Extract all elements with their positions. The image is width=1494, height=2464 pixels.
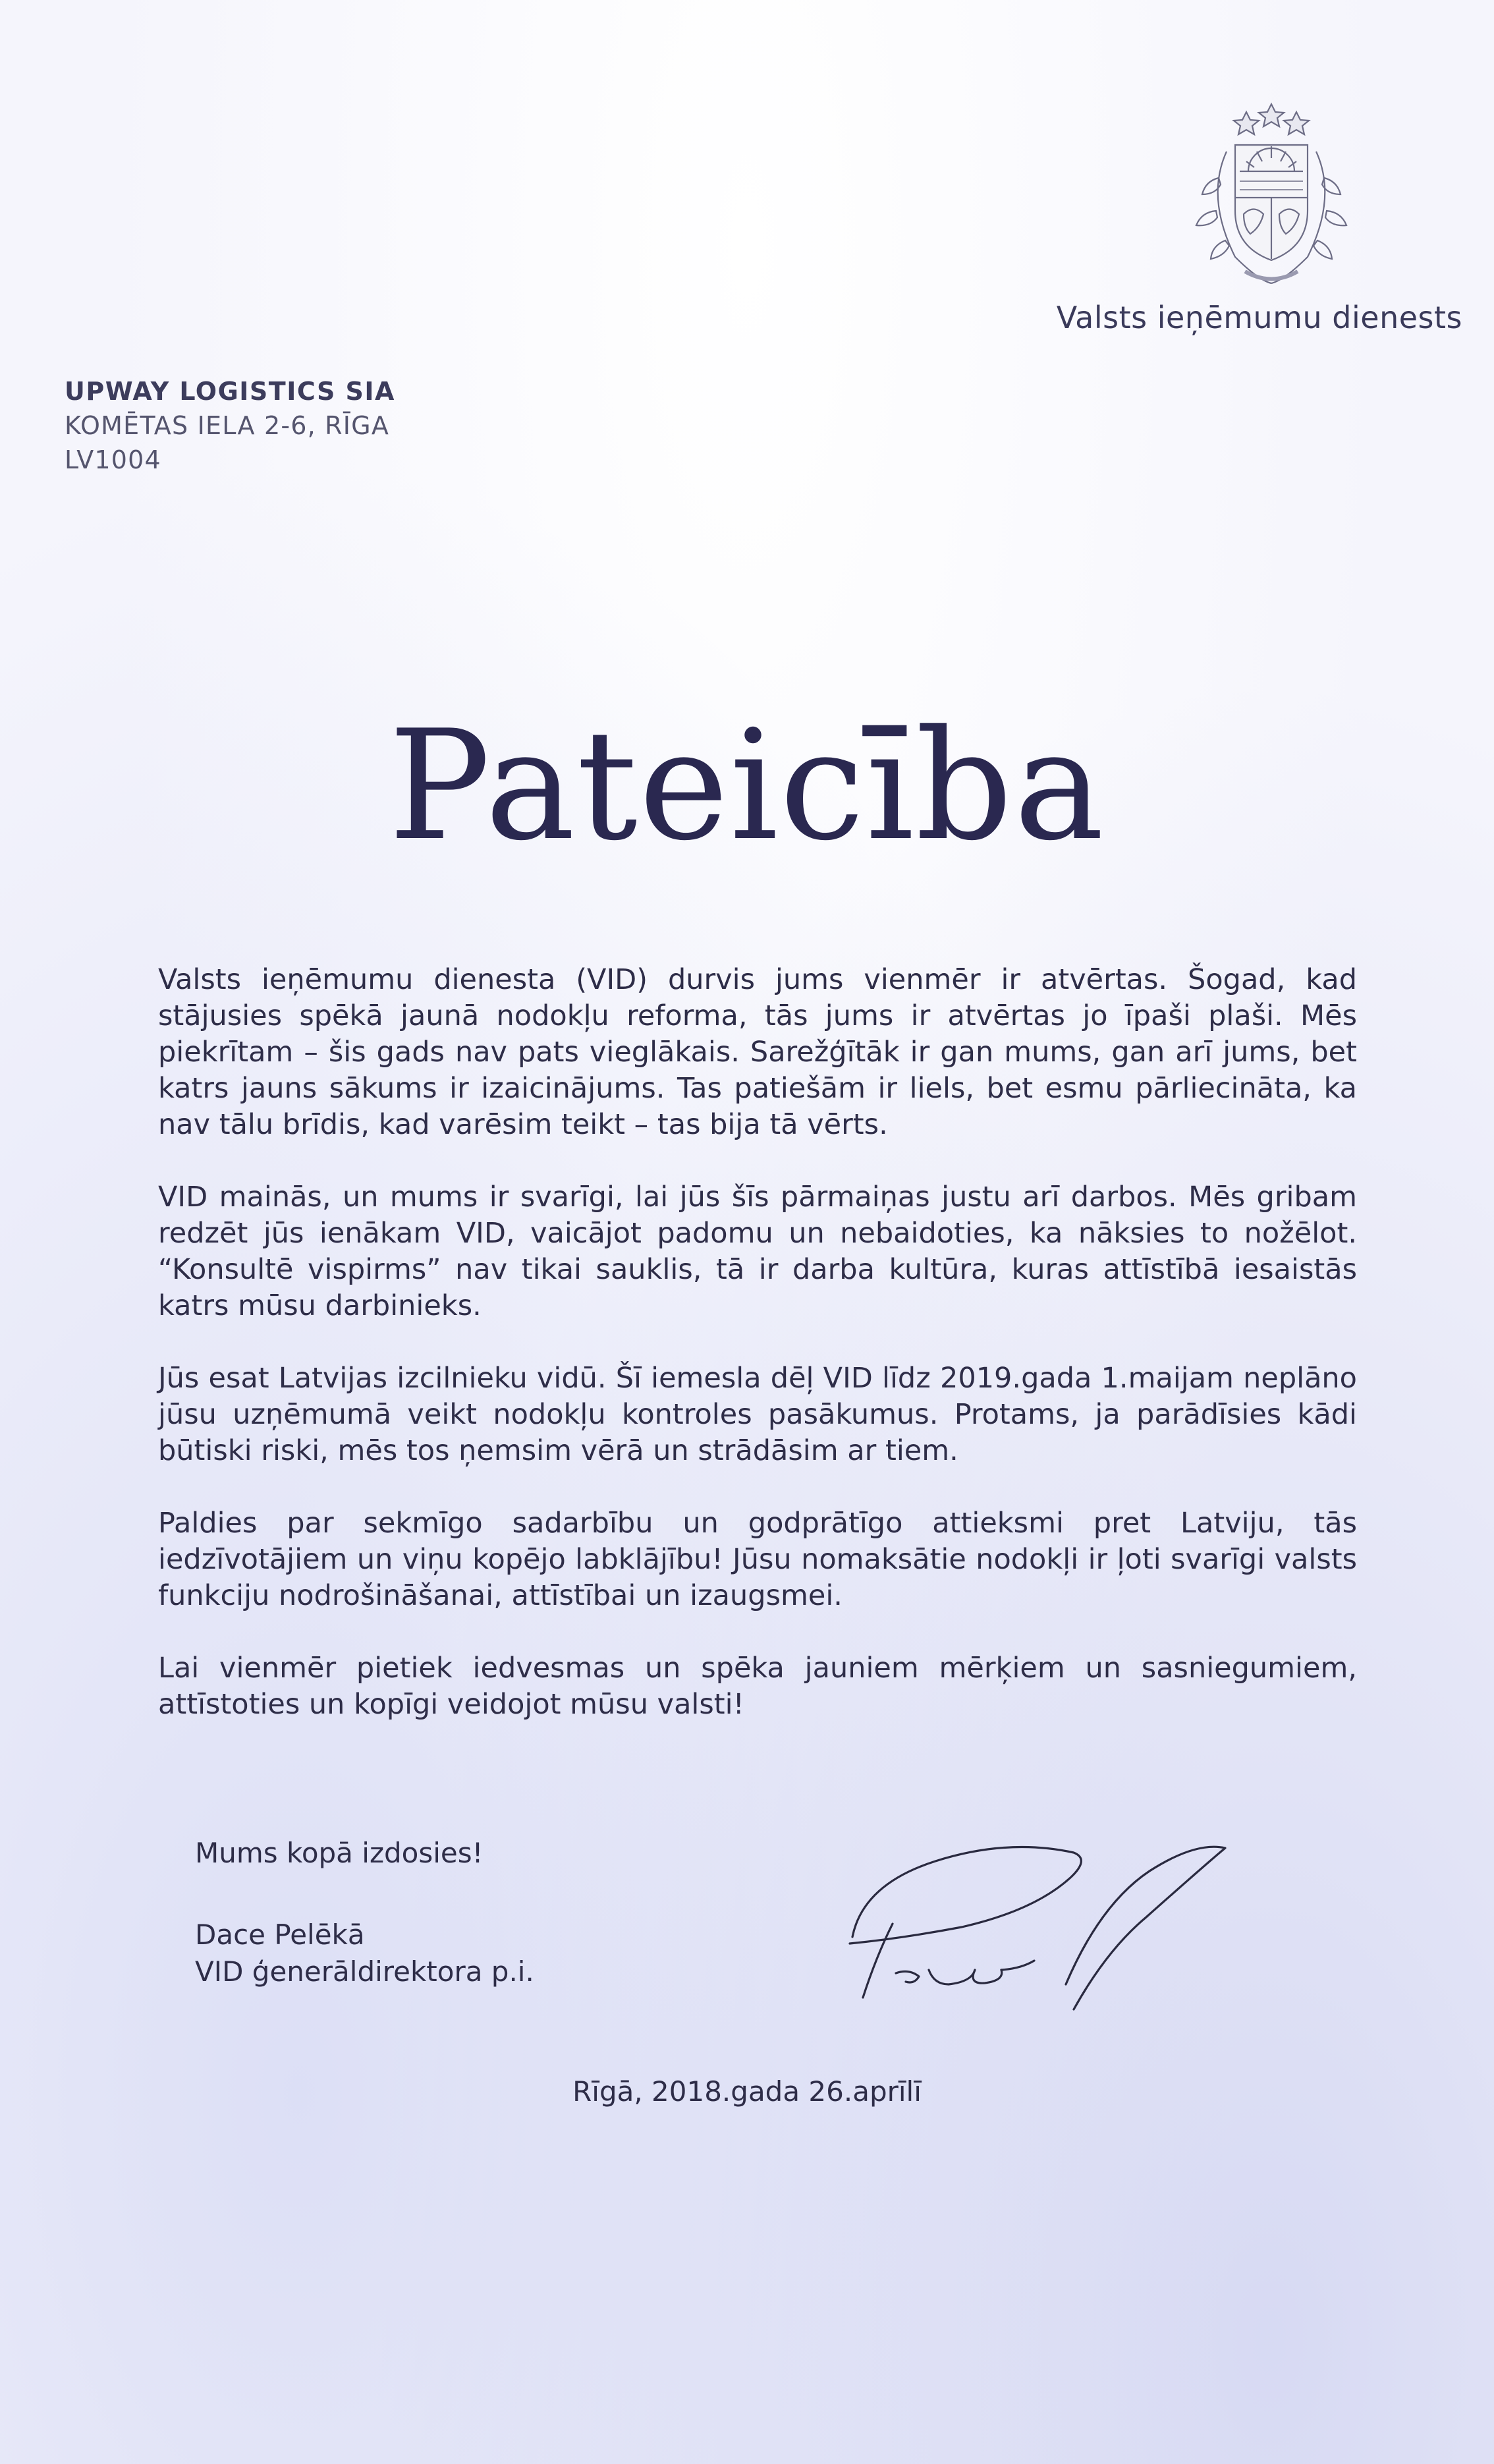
- recipient-address: [65, 374, 395, 477]
- agency-name: Valsts ieņēmumu dienests: [1056, 300, 1462, 335]
- body-paragraph: Jūs esat Latvijas izcilnieku vidū. Šī iemesla dēļ VID līdz 2019.gada 1.maijam neplāno jūsu uzņēmumā veikt nodokļu kontroles pasākumus. Protams, ja parādīsies kādi būtiski riski, mēs tos ņemsim vērā un strādāsim ar tiem.: [158, 1362, 1357, 1467]
- body-paragraph: VID mainās, un mums ir svarīgi, lai jūs šīs pārmaiņas justu arī darbos. Mēs gribam redzēt jūs ienākam VID, vaicājot padomu un nebaidoties, ka nāksies to nožēlot. “Konsultē vispirms” nav tikai sauklis, tā ir darba kultūra, kuras attīstībā iesaistās katrs mūsu darbinieks.: [158, 1181, 1357, 1322]
- letter-title: Pateicība: [388, 698, 1106, 874]
- body-paragraph: Valsts ieņēmumu dienesta (VID) durvis jums vienmēr ir atvērtas. Šogad, kad stājusies spēkā jaunā nodokļu reforma, tās jums ir atvērtas jo īpaši plaši. Mēs piekrītam – šis gads nav pats vieglākais. Sarežģītāk ir gan mums, gan arī jums, bet katrs jauns sākums ir izaicinājums. Tas patiešām ir liels, bet esmu pārliecināta, ka nav tālu brīdis, kad varēsim teikt – tas bija tā vērts.: [158, 963, 1357, 1141]
- signer-title: VID ģenerāldirektora p.i.: [195, 1955, 534, 1988]
- recipient-street: KOMĒTAS IELA 2-6, RĪGA: [65, 411, 390, 440]
- closing-motto: Mums kopā izdosies!: [195, 1837, 484, 1869]
- letter-body: [158, 962, 1357, 1759]
- recipient-postal-code: LV1004: [65, 445, 161, 474]
- recipient-company: UPWAY LOGISTICS SIA: [65, 377, 395, 406]
- body-paragraph: Paldies par sekmīgo sadarbību un godprātīgo attieksmi pret Latviju, tās iedzīvotājiem un viņu kopējo labklājību! Jūsu nomaksātie nodokļi ir ļoti svarīgi valsts funkciju nodrošināšanai, attīstībai un izaugsmei.: [158, 1507, 1357, 1612]
- body-paragraph: Lai vienmēr pietiek iedvesmas un spēka jauniem mērķiem un sasniegumiem, attīstoties un kopīgi veidojot mūsu valsti!: [158, 1652, 1357, 1721]
- letter-closing: [195, 1835, 534, 1990]
- letter-date: Rīgā, 2018.gada 26.aprīlī: [572, 2075, 922, 2108]
- handwritten-signature-icon: [837, 1812, 1238, 2029]
- latvia-coat-of-arms-icon: [1173, 99, 1370, 290]
- signer-name: Dace Pelēkā: [195, 1918, 365, 1951]
